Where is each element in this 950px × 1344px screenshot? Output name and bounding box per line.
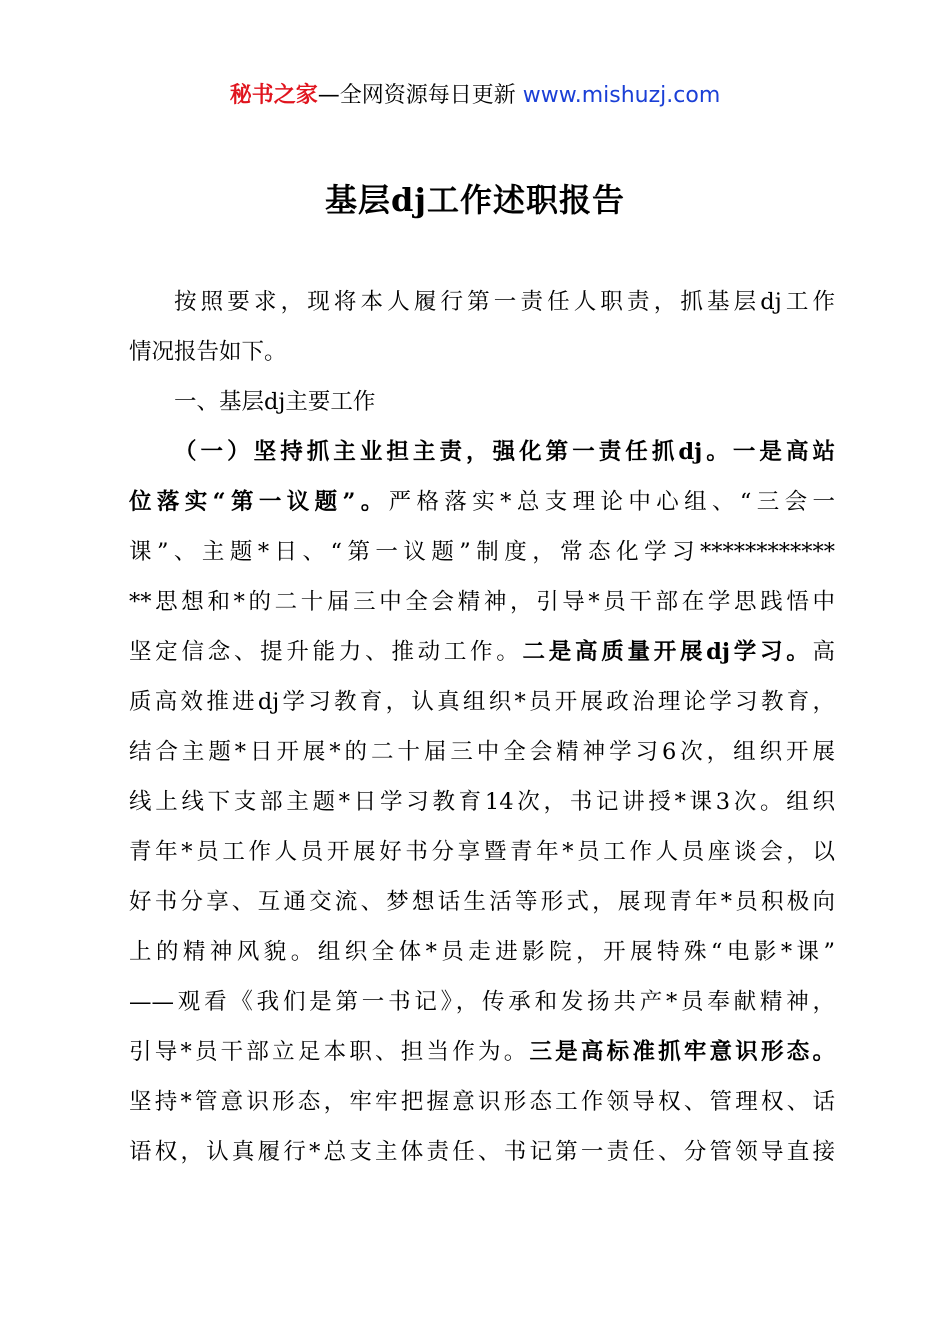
paragraph-line: 青年*员工作人员开展好书分享暨青年*员工作人员座谈会，以 [129, 839, 835, 865]
site-header [0, 82, 950, 110]
paragraph-line: 结合主题*日开展*的二十届三中全会精神学习6次，组织开展 [129, 739, 835, 765]
document-body [129, 280, 835, 1180]
paragraph-line: ——观看《我们是第一书记》，传承和发扬共产*员奉献精神， [129, 989, 835, 1015]
paragraph-line: 坚持*管意识形态，牢牢把握意识形态工作领导权、管理权、话 [129, 1089, 835, 1115]
paragraph-line: 按照要求，现将本人履行第一责任人职责，抓基层dj工作 [174, 289, 835, 315]
paragraph-line: 引导*员干部立足本职、担当作为。三是高标准抓牢意识形态。 [129, 1039, 835, 1065]
paragraph-line: 好书分享、互通交流、梦想话生活等形式，展现青年*员积极向 [129, 889, 835, 915]
paragraph-line: 情况报告如下。 [129, 339, 287, 365]
paragraph-line: 课”、主题*日、“第一议题”制度，常态化学习************ [129, 539, 835, 565]
paragraph-line: 语权，认真履行*总支主体责任、书记第一责任、分管领导直接 [129, 1139, 835, 1165]
site-slogan: —全网资源每日更新 [317, 83, 523, 108]
site-brand: 秘书之家 [229, 83, 318, 108]
paragraph-line: **思想和*的二十届三中全会精神，引导*员干部在学思践悟中 [129, 589, 835, 615]
paragraph-line: 线上线下支部主题*日学习教育14次，书记讲授*课3次。组织 [129, 789, 835, 815]
section-heading: 一、基层dj主要工作 [174, 389, 376, 415]
paragraph-line: 坚定信念、提升能力、推动工作。二是高质量开展dj学习。高 [129, 639, 835, 665]
document-title: 基层dj工作述职报告 [325, 181, 625, 219]
paragraph-line: 质高效推进dj学习教育，认真组织*员开展政治理论学习教育， [129, 689, 835, 715]
paragraph-line: 位落实“第一议题”。严格落实*总支理论中心组、“三会一 [129, 489, 835, 515]
subsection-heading: （一）坚持抓主业担主责，强化第一责任抓dj。一是高站 [174, 439, 835, 465]
site-url-link[interactable]: www.mishuzj.com [522, 83, 721, 108]
paragraph-line: 上的精神风貌。组织全体*员走进影院，开展特殊“电影*课” [129, 939, 835, 965]
